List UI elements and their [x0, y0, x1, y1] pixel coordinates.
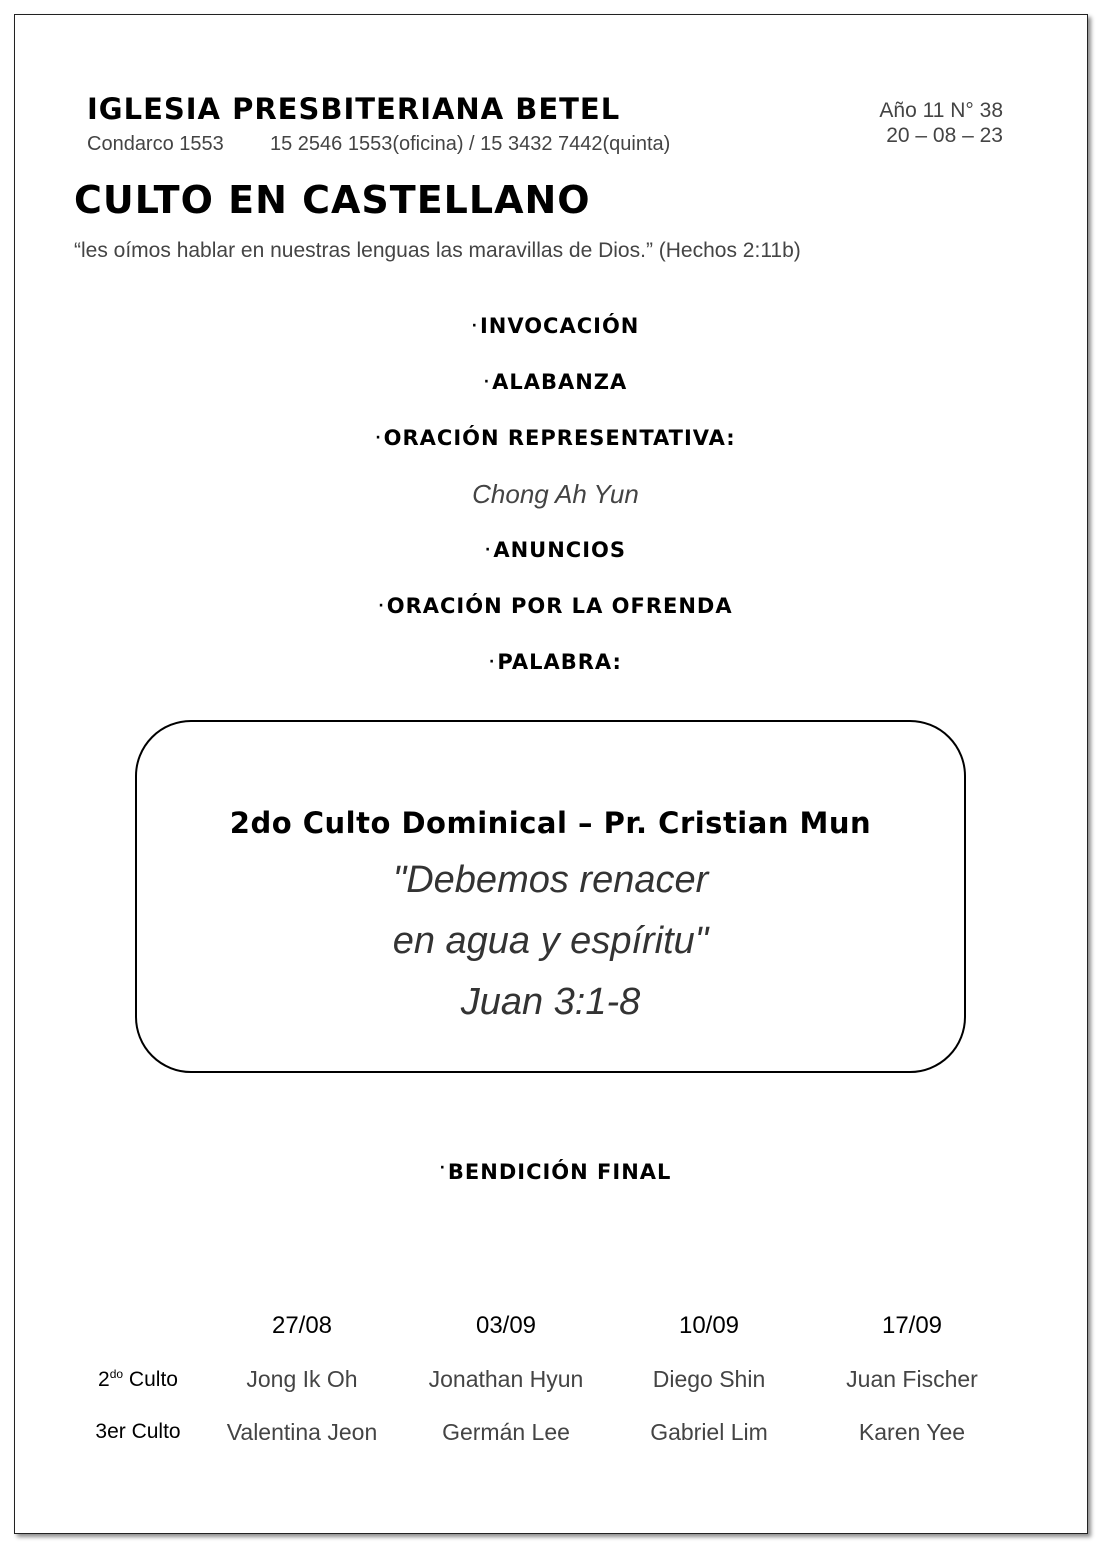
- schedule-date: 17/09: [881, 1312, 943, 1339]
- sermon-reference: Juan 3:1-8: [460, 981, 641, 1023]
- bullet: ·: [471, 318, 478, 334]
- verse-quote: “les oímos hablar en nuestras lenguas las maravillas de Dios.” (Hechos 2:11b): [74, 239, 801, 262]
- church-name: IGLESIA PRESBITERIANA BETEL: [87, 92, 621, 126]
- schedule-date: 10/09: [678, 1312, 740, 1339]
- schedule-row-label-3er: 3er Culto: [95, 1420, 181, 1443]
- bullet: ·: [483, 374, 491, 390]
- issue-date: 20 – 08 – 23: [886, 124, 1003, 147]
- row-label-main: 2: [98, 1368, 110, 1391]
- order-item-label: ORACIÓN REPRESENTATIVA:: [383, 426, 736, 450]
- order-item-label: INVOCACIÓN: [479, 314, 640, 338]
- order-item-label: ORACIÓN POR LA OFRENDA: [386, 594, 733, 618]
- bullet: ·: [378, 598, 385, 614]
- order-item-anuncios: [0, 534, 1111, 590]
- row-label-rest: Culto: [123, 1368, 178, 1391]
- row-label-sup: do: [109, 1367, 124, 1381]
- schedule-name: Diego Shin: [652, 1366, 766, 1392]
- schedule-name: Germán Lee: [442, 1419, 570, 1445]
- order-item-oracion-representativa: [0, 422, 1111, 478]
- schedule-name: Valentina Jeon: [226, 1419, 378, 1445]
- schedule-name: Jonathan Hyun: [428, 1366, 584, 1392]
- order-item-label: ANUNCIOS: [493, 538, 626, 562]
- schedule-row-label-2do: [78, 1367, 198, 1392]
- order-item-oracion-ofrenda: [0, 590, 1111, 646]
- order-of-service: [0, 310, 1111, 702]
- bendicion-final: [0, 1160, 1111, 1184]
- page-title: CULTO EN CASTELLANO: [74, 178, 591, 222]
- bullet: ·: [375, 430, 382, 446]
- order-item-invocacion: [0, 310, 1111, 366]
- bullet: ·: [439, 1160, 446, 1176]
- bendicion-final-label: BENDICIÓN FINAL: [447, 1160, 672, 1184]
- schedule-name: Karen Yee: [858, 1419, 966, 1445]
- schedule-name: Jong Ik Oh: [246, 1366, 358, 1392]
- sermon-box: [135, 720, 966, 1073]
- order-item-label: PALABRA:: [497, 650, 622, 674]
- bullet: ·: [489, 654, 496, 670]
- order-item-label: ALABANZA: [492, 370, 628, 394]
- schedule-date: 27/08: [271, 1312, 333, 1339]
- schedule-name: Gabriel Lim: [650, 1419, 768, 1445]
- sermon-title-line2: en agua y espíritu": [392, 920, 709, 962]
- schedule-name: Juan Fischer: [846, 1366, 978, 1392]
- church-phones: 15 2546 1553(oficina) / 15 3432 7442(quinta): [270, 133, 671, 155]
- bullet: ·: [485, 542, 492, 558]
- order-item-palabra: [0, 646, 1111, 702]
- church-address: Condarco 1553: [87, 133, 224, 155]
- order-item-alabanza: [0, 366, 1111, 422]
- issue-info: [879, 98, 1003, 148]
- sermon-heading: 2do Culto Dominical – Pr. Cristian Mun: [229, 806, 872, 840]
- sermon-title-line1: "Debemos renacer: [392, 859, 709, 901]
- oracion-person: Chong Ah Yun: [472, 479, 639, 509]
- issue-number: Año 11 N° 38: [879, 99, 1003, 122]
- schedule-date: 03/09: [475, 1312, 537, 1339]
